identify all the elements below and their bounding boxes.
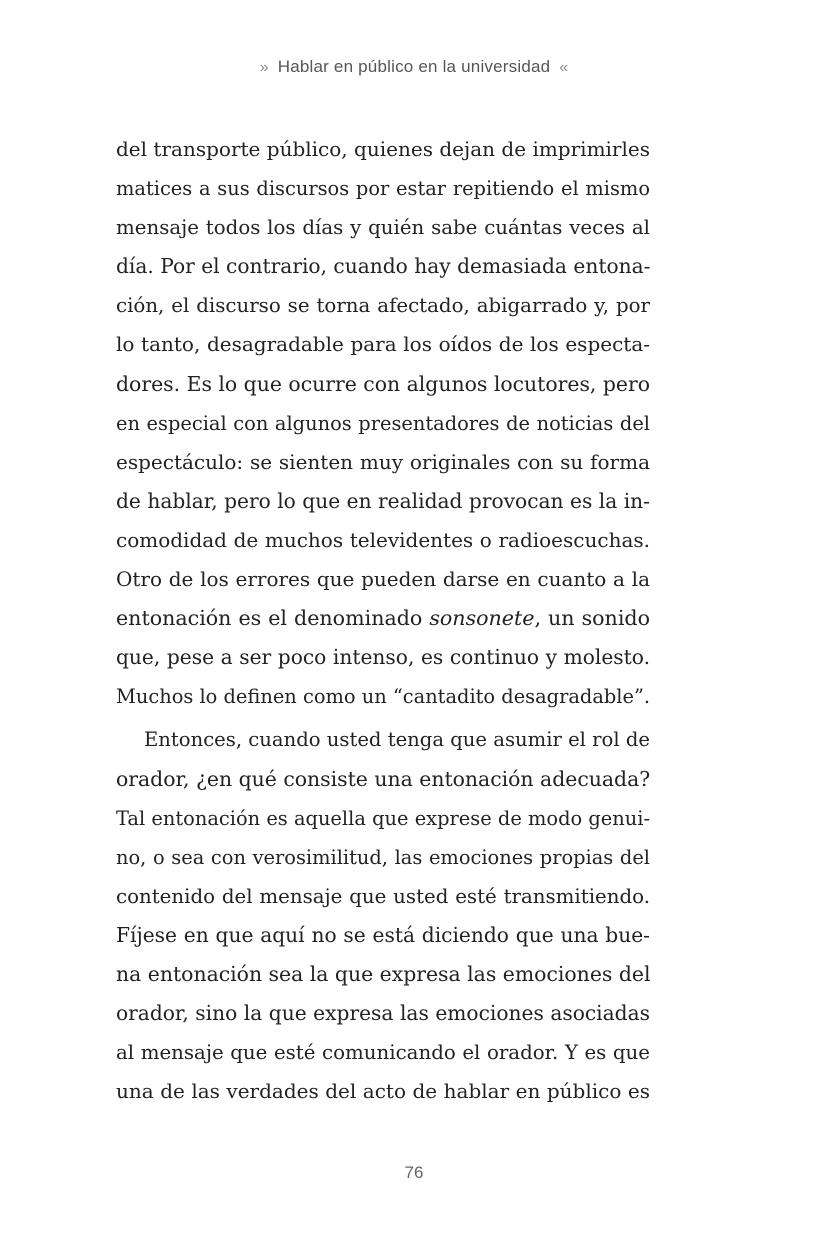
text-line: al mensaje que esté comunicando el orador. Y es que: [116, 1041, 650, 1065]
text-line: dores. Es lo que ocurre con algunos locutores, pero: [116, 371, 651, 396]
paragraph-1: [116, 130, 650, 716]
right-double-chevron-icon: »: [259, 59, 269, 76]
text-line: Tal entonación es aquella que exprese de modo genui-: [116, 806, 650, 830]
text-line: no, o sea con verosimilitud, las emociones propias del: [116, 845, 650, 869]
text-line: Fíjese en que aquí no se está diciendo que una bue-: [116, 922, 650, 947]
text-line: comodidad de muchos televidentes o radioescuchas.: [116, 527, 650, 552]
text-line: Muchos lo definen como un “cantadito desagradable”.: [116, 685, 651, 709]
text-line: contenido del mensaje que usted esté transmitiendo.: [116, 884, 650, 908]
body-text: [116, 130, 650, 1111]
text-line: na entonación sea la que expresa las emociones del: [116, 961, 651, 986]
left-double-chevron-icon: «: [559, 59, 569, 76]
text-line: que, pese a ser poco intenso, es continuo y molesto.: [116, 645, 650, 670]
text-line: una de las verdades del acto de hablar en público es: [116, 1079, 650, 1104]
italic-term: sonsonete: [429, 606, 535, 631]
paragraph-2: [116, 720, 650, 1111]
text-line: matices a sus discursos por estar repitiendo el mismo: [116, 177, 650, 201]
page-number: 76: [404, 1163, 424, 1182]
text-line: espectáculo: se sienten muy originales con su forma: [116, 449, 650, 474]
running-header: [0, 57, 828, 77]
text-line: mensaje todos los días y quién sabe cuántas veces al: [116, 216, 650, 240]
text-line: [116, 599, 650, 638]
text-line: día. Por el contrario, cuando hay demasiada entona-: [116, 254, 651, 279]
text-line: lo tanto, desagradable para los oídos de los especta-: [116, 332, 650, 357]
text-line: ción, el discurso se torna afectado, abigarrado y, por: [116, 294, 650, 318]
text-line: Otro de los errores que pueden darse en cuanto a la: [116, 567, 650, 592]
running-header-title: Hablar en público en la universidad: [277, 57, 551, 76]
text-line: en especial con algunos presentadores de noticias del: [116, 411, 650, 435]
text-line: de hablar, pero lo que en realidad provocan es la in-: [116, 488, 650, 513]
text-fragment: entonación es el denominado: [116, 606, 430, 631]
text-line: orador, sino la que expresa las emociones asociadas: [116, 1001, 650, 1026]
text-line: orador, ¿en qué consiste una entonación adecuada?: [116, 766, 651, 791]
text-line: del transporte público, quienes dejan de imprimirles: [116, 137, 650, 161]
text-fragment: , un sonido: [534, 606, 650, 631]
text-line: Entonces, cuando usted tenga que asumir el rol de: [144, 728, 650, 752]
